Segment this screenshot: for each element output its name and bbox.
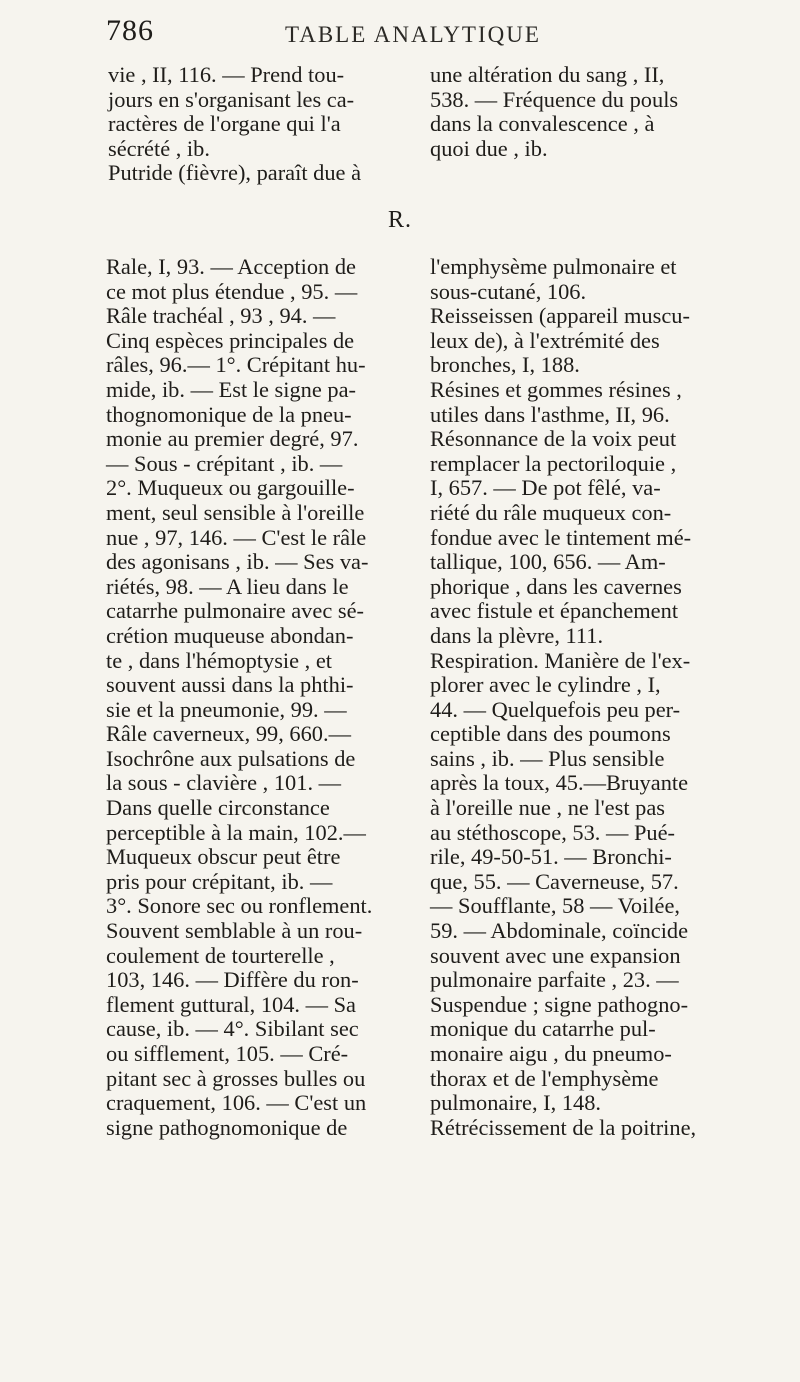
text-line: Cinq espèces principales de <box>106 327 355 353</box>
top-left-column <box>108 63 400 186</box>
text-line: riété du râle muqueux con- <box>430 499 672 525</box>
text-line: crétion muqueuse abondan- <box>106 622 354 648</box>
text-line: tallique, 100, 656. — Am- <box>430 549 666 575</box>
text-line: 2°. Muqueux ou gargouille- <box>106 475 355 501</box>
text-line: fondue avec le tintement mé- <box>430 524 692 550</box>
text-line: avec fistule et épanchement <box>430 598 679 624</box>
text-line: après la toux, 45.—Bruyante <box>430 770 689 796</box>
text-line: Rétrécissement de la poitrine, <box>430 1114 697 1140</box>
text-line: Résines et gommes résines , <box>430 376 682 402</box>
text-line: vie , II, 116. — Prend tou- <box>108 62 345 87</box>
text-line: que, 55. — Caverneuse, 57. <box>430 868 679 894</box>
text-line: signe pathognomonique de <box>106 1114 348 1140</box>
text-line: thognomonique de la pneu- <box>106 401 352 427</box>
text-line: flement guttural, 104. — Sa <box>106 991 356 1017</box>
text-line: 59. — Abdominale, coïncide <box>430 918 689 944</box>
text-line: ce mot plus étendue , 95. — <box>106 278 358 304</box>
text-line: Isochrône aux pulsations de <box>106 745 356 771</box>
text-line: Respiration. Manière de l'ex- <box>430 647 691 673</box>
text-line: Souvent semblable à un rou- <box>106 918 363 944</box>
page-header <box>0 14 800 64</box>
text-line: sous-cutané, 106. <box>430 278 587 304</box>
text-line: râles, 96.— 1°. Crépitant hu- <box>106 352 366 378</box>
text-line: bronches, I, 188. <box>430 352 580 378</box>
right-column <box>430 255 730 1140</box>
text-line: coulement de tourterelle , <box>106 942 335 968</box>
text-line: souvent aussi dans la phthi- <box>106 672 354 698</box>
text-line: craquement, 106. — C'est un <box>106 1090 367 1116</box>
text-line: — Sous - crépitant , ib. — <box>106 450 343 476</box>
text-line: rile, 49-50-51. — Bronchi- <box>430 844 672 870</box>
text-line: phorique , dans les cavernes <box>430 573 682 599</box>
text-line: 44. — Quelquefois peu per- <box>430 696 681 722</box>
text-line: sie et la pneumonie, 99. — <box>106 696 347 722</box>
text-line: monie au premier degré, 97. <box>106 426 359 452</box>
text-line: te , dans l'hémoptysie , et <box>106 647 333 673</box>
text-line: souvent avec une expansion <box>430 942 681 968</box>
text-line: pris pour crépitant, ib. — <box>106 868 333 894</box>
text-line: Putride (fièvre), paraît due à <box>108 160 362 186</box>
text-line: 538. — Fréquence du pouls <box>430 86 679 112</box>
text-line: riétés, 98. — A lieu dans le <box>106 573 349 599</box>
text-line: au stéthoscope, 53. — Pué- <box>430 819 676 845</box>
text-line: monaire aigu , du pneumo- <box>430 1041 672 1066</box>
left-column <box>106 255 406 1140</box>
top-right-column <box>430 63 722 161</box>
text-line: Muqueux obscur peut être <box>106 844 341 870</box>
text-line: Résonnance de la voix peut <box>430 426 677 452</box>
text-line: l'emphysème pulmonaire et <box>430 254 677 279</box>
text-line: cause, ib. — 4°. Sibilant sec <box>106 1016 359 1042</box>
text-line: ractères de l'organe qui l'a <box>108 111 341 137</box>
text-line: Râle caverneux, 99, 660.— <box>106 721 351 747</box>
text-line: ceptible dans des poumons <box>430 721 671 747</box>
text-line: plorer avec le cylindre , I, <box>430 672 661 698</box>
text-line: Dans quelle circonstance <box>106 795 330 821</box>
text-line: à l'oreille nue , ne l'est pas <box>430 795 666 821</box>
text-line: Râle trachéal , 93 , 94. — <box>106 303 336 329</box>
text-line: Suspendue ; signe pathogno- <box>430 991 689 1017</box>
text-line: des agonisans , ib. — Ses va- <box>106 549 369 575</box>
text-line: monique du catarrhe pul- <box>430 1016 656 1042</box>
text-line: nue , 97, 146. — C'est le râle <box>106 524 367 550</box>
text-line: pulmonaire, I, 148. <box>430 1090 602 1116</box>
section-letter: R. <box>387 207 412 233</box>
text-line: pitant sec à grosses bulles ou <box>106 1065 366 1091</box>
text-line: utiles dans l'asthme, II, 96. <box>430 401 670 427</box>
text-line: jours en s'organisant les ca- <box>108 86 355 112</box>
text-line: 3°. Sonore sec ou ronflement. <box>106 893 373 919</box>
text-line: ou sifflement, 105. — Cré- <box>106 1041 349 1066</box>
text-line: dans la plèvre, 111. <box>430 622 604 648</box>
text-line: mide, ib. — Est le signe pa- <box>106 376 356 402</box>
text-line: catarrhe pulmonaire avec sé- <box>106 598 364 624</box>
text-line: la sous - clavière , 101. — <box>106 770 342 796</box>
text-line: pulmonaire parfaite , 23. — <box>430 967 679 993</box>
text-line: sécrété , ib. <box>108 135 210 161</box>
text-line: remplacer la pectoriloquie , <box>430 450 677 476</box>
text-line: — Soufflante, 58 — Voilée, <box>430 893 681 919</box>
text-line: 103, 146. — Diffère du ron- <box>106 967 359 993</box>
page-number: 786 <box>106 14 154 47</box>
text-line: dans la convalescence , à <box>430 111 655 137</box>
text-line: I, 657. — De pot fêlé, va- <box>430 475 661 501</box>
text-line: thorax et de l'emphysème <box>430 1065 659 1091</box>
text-line: Rale, I, 93. — Acception de <box>106 254 356 279</box>
text-line: Reisseissen (appareil muscu- <box>430 303 690 329</box>
running-title: TABLE ANALYTIQUE <box>285 22 541 47</box>
text-line: ment, seul sensible à l'oreille <box>106 499 365 525</box>
text-line: perceptible à la main, 102.— <box>106 819 366 845</box>
text-line: sains , ib. — Plus sensible <box>430 745 665 771</box>
text-line: une altération du sang , II, <box>430 62 665 87</box>
text-line: quoi due , ib. <box>430 135 548 161</box>
text-line: leux de), à l'extrémité des <box>430 327 660 353</box>
